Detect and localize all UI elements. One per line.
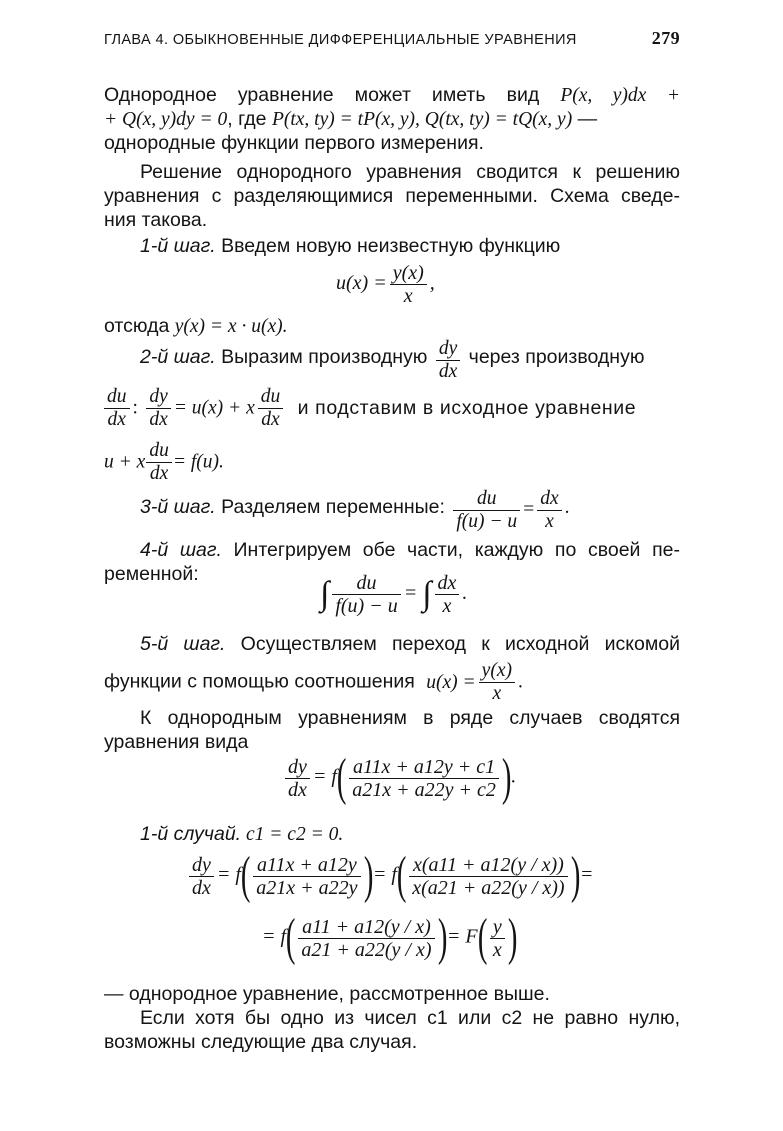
- paragraph-line: уравнения с разделяющимися переменными. Схема сведе-: [104, 185, 680, 207]
- step-5: 5-й шаг. Осуществляем переход к исходной искомой: [140, 633, 681, 655]
- paragraph-line: Однородное уравнение может иметь вид P(x, y)dx +: [104, 84, 681, 106]
- paragraph-line: — однородное уравнение, рассмотренное выше.: [104, 983, 550, 1005]
- paragraph-line: однородные функции первого измерения.: [104, 132, 484, 154]
- case-1-equation-a: $\frac{dy}{dx}$ = f( $\frac{a11x + a12y}{a21x + a22y}$ )= f( $\frac{x(a11 + a12(y / x))}{x(a21 + a22(y / x))}$ )=: [186, 850, 593, 902]
- step-4: 4-й шаг. Интегрируем обе части, каждую по своей пе-: [140, 539, 680, 561]
- step-2: 2-й шаг. Выразим производную $\frac{dy}{dx}$ через производную: [140, 338, 645, 382]
- running-header: [104, 28, 680, 52]
- general-equation: $\frac{dy}{dx}$ = f( $\frac{a11x + a12y + c1}{a21x + a22y + c2}$ ).: [282, 752, 516, 804]
- paragraph-line: возможны следующие два случая.: [104, 1031, 418, 1053]
- step-2-equation: $\frac{du}{dx}$ : $\frac{dy}{dx}$ = u(x) + x $\frac{du}{dx}$ и подставим в исходное уравнение: [104, 386, 680, 434]
- paragraph-line: Если хотя бы одно из чисел c1 или c2 не равно нулю,: [140, 1007, 680, 1029]
- step-3: 3-й шаг. Разделяем переменные: $\frac{du}{f(u) - u}$ = $\frac{dx}{x}$ .: [140, 488, 570, 532]
- paragraph-line: уравнения вида: [104, 731, 249, 753]
- paragraph-line: Решение однородного уравнения сводится к решению: [140, 161, 680, 183]
- integral-equation: ∫ $\frac{du}{f(u) - u}$ = ∫ $\frac{dx}{x}$ .: [320, 572, 468, 617]
- case-1: 1-й случай. c1 = c2 = 0.: [140, 823, 344, 845]
- substitution-equation: u + x $\frac{du}{dx}$ = f(u).: [104, 440, 224, 484]
- step-1: 1-й шаг. Введем новую неизвестную функцию: [140, 235, 561, 257]
- case-1-equation-b: = f( $\frac{a11 + a12(y / x)}{a21 + a22(y / x)}$ )= F( $\frac{y}{x}$ ): [262, 909, 518, 966]
- page-number: 279: [651, 28, 680, 48]
- paragraph-line: + Q(x, y)dy = 0, где P(tx, ty) = tP(x, y), Q(tx, ty) = tQ(x, y) —: [104, 108, 598, 130]
- equation-u-def: u(x) = $\frac{y(x)}{x}$ ,: [336, 262, 435, 307]
- paragraph-line: ния такова.: [104, 209, 208, 231]
- paragraph-line: отсюда y(x) = x · u(x).: [104, 315, 288, 337]
- paragraph-line: К однородным уравнениям в ряде случаев сводятся: [140, 707, 680, 729]
- paragraph-line: ременной:: [104, 563, 199, 585]
- chapter-title: ГЛАВА 4. ОБЫКНОВЕННЫЕ ДИФФЕРЕНЦИАЛЬНЫЕ УРАВНЕНИЯ: [104, 32, 577, 48]
- step-5-line: функции с помощью соотношения u(x) = $\frac{y(x)}{x}$ .: [104, 660, 523, 704]
